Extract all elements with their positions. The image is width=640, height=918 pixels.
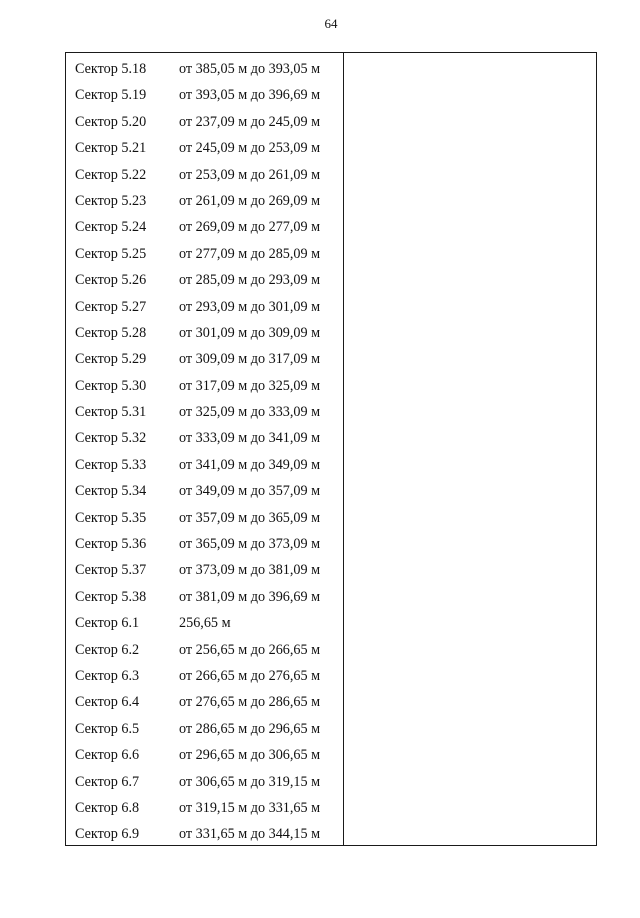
sector-label: Сектор 5.18 <box>75 61 147 77</box>
sector-label: Сектор 5.29 <box>75 351 147 368</box>
table-row <box>66 663 343 689</box>
sector-label: Сектор 6.7 <box>75 773 140 790</box>
distance-range: от 393,05 м до 396,69 м <box>179 87 321 104</box>
table-row <box>66 267 343 293</box>
table-row <box>66 241 343 267</box>
sector-label: Сектор 5.37 <box>75 562 147 579</box>
distance-range: от 286,65 м до 296,65 м <box>179 720 321 737</box>
sector-label: Сектор 5.33 <box>75 456 147 473</box>
distance-range: от 349,09 м до 357,09 м <box>179 483 321 500</box>
sector-table <box>65 52 597 846</box>
table-row <box>66 425 343 451</box>
distance-range: от 296,65 м до 306,65 м <box>179 747 321 764</box>
page-number: 64 <box>324 16 338 31</box>
table-row <box>66 56 343 82</box>
table-row <box>66 214 343 240</box>
distance-range: от 306,65 м до 319,15 м <box>179 773 321 790</box>
distance-range: 256,65 м <box>179 615 231 632</box>
distance-range: от 266,65 м до 276,65 м <box>179 667 321 684</box>
distance-range: от 341,09 м до 349,09 м <box>179 456 321 473</box>
sector-label: Сектор 6.2 <box>75 641 140 658</box>
sector-label: Сектор 5.30 <box>75 377 147 394</box>
table-row <box>66 742 343 768</box>
column-divider <box>343 53 344 845</box>
sector-label: Сектор 5.31 <box>75 404 147 421</box>
table-row <box>66 162 343 188</box>
table-row <box>66 478 343 504</box>
distance-range: от 245,09 м до 253,09 м <box>179 140 321 157</box>
sector-label: Сектор 6.9 <box>75 826 140 843</box>
table-row <box>66 399 343 425</box>
distance-range: от 277,09 м до 285,09 м <box>179 245 321 262</box>
table-row <box>66 795 343 821</box>
distance-range: от 256,65 м до 266,65 м <box>179 641 321 658</box>
table-row <box>66 505 343 531</box>
distance-range: от 285,09 м до 293,09 м <box>179 272 321 289</box>
distance-range: от 301,09 м до 309,09 м <box>179 324 321 341</box>
distance-range: от 331,65 м до 344,15 м <box>179 826 321 843</box>
table-row <box>66 135 343 161</box>
sector-label: Сектор 5.34 <box>75 483 147 500</box>
distance-range: от 293,09 м до 301,09 м <box>179 298 321 315</box>
distance-range: от 309,09 м до 317,09 м <box>179 351 321 368</box>
sector-label: Сектор 5.32 <box>75 430 147 447</box>
sector-label: Сектор 5.38 <box>75 588 147 605</box>
sector-label: Сектор 6.1 <box>75 615 140 632</box>
sector-label: Сектор 5.35 <box>75 509 147 526</box>
sector-label: Сектор 5.36 <box>75 536 147 553</box>
distance-range: от 319,15 м до 331,65 м <box>179 799 321 816</box>
sector-label: Сектор 5.26 <box>75 272 147 289</box>
table-row <box>66 769 343 795</box>
table-row <box>66 821 343 847</box>
table-row <box>66 716 343 742</box>
sector-label: Сектор 5.20 <box>75 113 147 130</box>
distance-range: от 365,09 м до 373,09 м <box>179 536 321 553</box>
sector-label: Сектор 6.5 <box>75 720 140 737</box>
table-row <box>66 452 343 478</box>
sector-label: Сектор 5.24 <box>75 219 147 236</box>
table-row <box>66 531 343 557</box>
table-row <box>66 109 343 135</box>
table-row <box>66 637 343 663</box>
distance-range: от 237,09 м до 245,09 м <box>179 113 321 130</box>
table-row <box>66 346 343 372</box>
distance-range: от 269,09 м до 277,09 м <box>179 219 321 236</box>
distance-range: от 385,05 м до 393,05 м <box>179 61 321 77</box>
sector-label: Сектор 5.28 <box>75 324 147 341</box>
table-row <box>66 584 343 610</box>
distance-range: от 373,09 м до 381,09 м <box>179 562 321 579</box>
table-row <box>66 188 343 214</box>
sector-label: Сектор 6.6 <box>75 747 140 764</box>
sector-label: Сектор 5.23 <box>75 192 147 209</box>
sector-label: Сектор 5.21 <box>75 140 147 157</box>
distance-range: от 276,65 м до 286,65 м <box>179 694 321 711</box>
table-row <box>66 294 343 320</box>
sector-label: Сектор 6.3 <box>75 667 140 684</box>
table-row <box>66 689 343 715</box>
distance-range: от 325,09 м до 333,09 м <box>179 404 321 421</box>
sector-label: Сектор 5.25 <box>75 245 147 262</box>
distance-range: от 381,09 м до 396,69 м <box>179 588 321 605</box>
table-row <box>66 320 343 346</box>
sector-label: Сектор 6.8 <box>75 799 140 816</box>
sector-label: Сектор 5.22 <box>75 166 147 183</box>
sector-label: Сектор 6.4 <box>75 694 140 711</box>
distance-range: от 317,09 м до 325,09 м <box>179 377 321 394</box>
sector-label: Сектор 5.27 <box>75 298 147 315</box>
table-row <box>66 82 343 108</box>
distance-range: от 253,09 м до 261,09 м <box>179 166 321 183</box>
distance-range: от 261,09 м до 269,09 м <box>179 192 321 209</box>
table-row <box>66 557 343 583</box>
table-row <box>66 610 343 636</box>
table-row <box>66 373 343 399</box>
sector-rows <box>66 56 343 848</box>
distance-range: от 357,09 м до 365,09 м <box>179 509 321 526</box>
distance-range: от 333,09 м до 341,09 м <box>179 430 321 447</box>
sector-label: Сектор 5.19 <box>75 87 147 104</box>
